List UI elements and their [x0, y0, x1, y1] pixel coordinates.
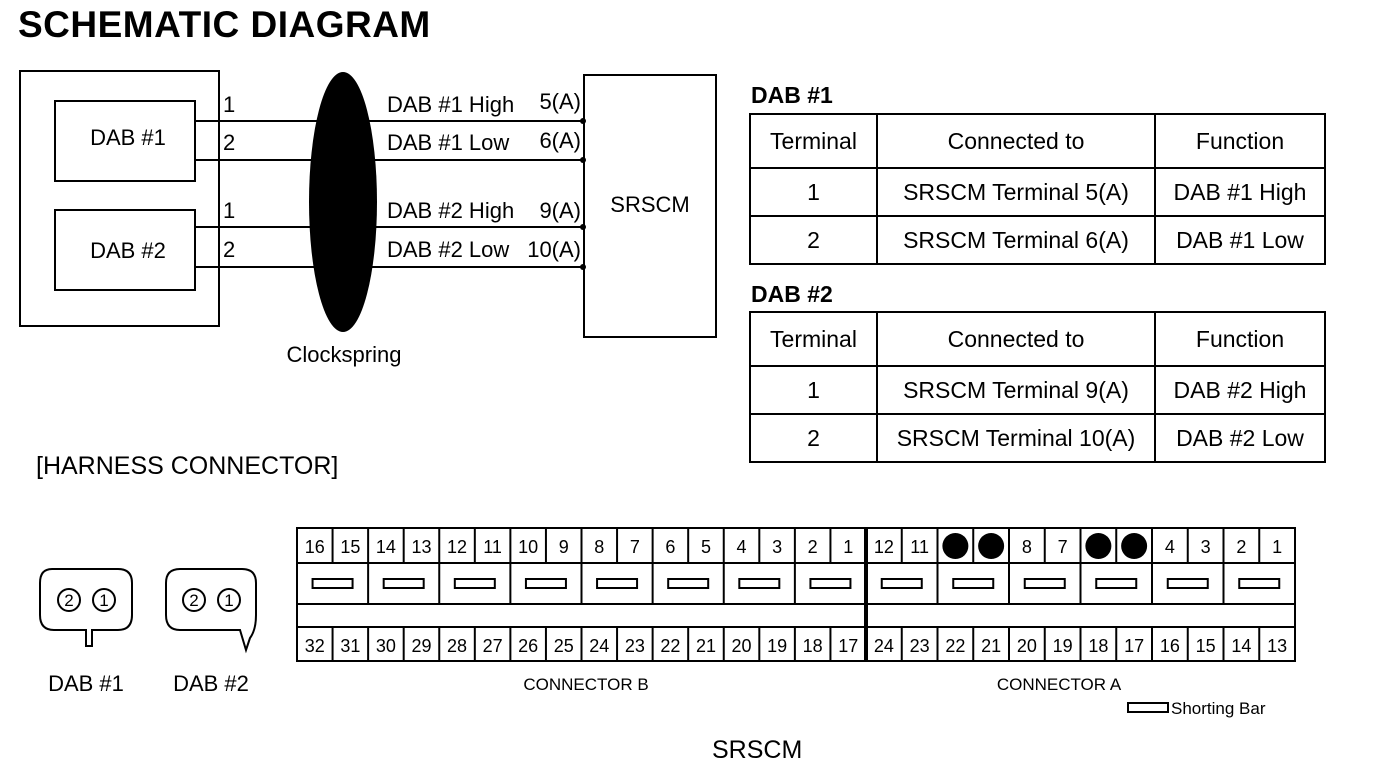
pin-number: 27	[482, 636, 503, 656]
table-row	[750, 366, 1325, 414]
pin-number: 26	[518, 636, 539, 656]
header-cell: Function	[1155, 114, 1325, 168]
wire-label-dab1-high: DAB #1 High	[387, 92, 515, 117]
pin-number: 25	[553, 636, 574, 656]
pin-number: 21	[981, 636, 1002, 656]
table-cell: DAB #2 High	[1155, 366, 1325, 414]
dab2-connector-face	[166, 569, 256, 650]
pin-number: 5	[700, 537, 711, 557]
pin-number: 4	[1164, 537, 1175, 557]
plugged-cavity	[1085, 533, 1111, 559]
pin-number: 11	[910, 537, 929, 557]
connector-b-label: CONNECTOR B	[523, 675, 649, 694]
dab-housing	[20, 71, 219, 326]
pin-number: 13	[1267, 636, 1288, 656]
pin-number: 20	[731, 636, 752, 656]
schematic-diagram	[0, 0, 760, 380]
dab2-face-pin-1: 1	[224, 591, 234, 610]
pin-number: 2	[1236, 537, 1247, 557]
pin-number: 22	[660, 636, 681, 656]
pin-number: 14	[375, 537, 396, 557]
srscm-label: SRSCM	[610, 192, 690, 217]
pin-number: 23	[909, 636, 930, 656]
dab2-module-label: DAB #2	[90, 238, 166, 263]
shorting-bar	[1168, 579, 1208, 588]
dab1-connector-face	[40, 569, 132, 646]
plugged-cavity	[942, 533, 968, 559]
pin-number: 8	[594, 537, 605, 557]
wire-label-dab2-low: DAB #2 Low	[387, 237, 510, 262]
shorting-bar	[597, 579, 637, 588]
pin-number: 15	[1195, 636, 1216, 656]
plugged-cavity	[1121, 533, 1147, 559]
pin-number: 17	[1124, 636, 1145, 656]
dab1-terminal-table	[749, 113, 1326, 265]
table-cell: 2	[750, 414, 877, 462]
shorting-bar-legend-label: Shorting Bar	[1171, 699, 1266, 718]
terminal-label-10a: 10(A)	[527, 237, 581, 262]
pin-number: 4	[736, 537, 747, 557]
harness-section-title: [HARNESS CONNECTOR]	[36, 452, 339, 480]
shorting-bar	[953, 579, 993, 588]
table-row	[750, 168, 1325, 216]
table-cell: DAB #2 Low	[1155, 414, 1325, 462]
pin-number: 19	[767, 636, 788, 656]
dab2-face-pin-2: 2	[189, 591, 199, 610]
shorting-bar	[810, 579, 850, 588]
pin-number: 32	[304, 636, 325, 656]
harness-connector-diagram	[0, 520, 1376, 730]
table-cell: 1	[750, 366, 877, 414]
pin-number: 11	[483, 537, 502, 557]
pin-number: 3	[772, 537, 783, 557]
table-row	[750, 216, 1325, 264]
shorting-bar	[313, 579, 353, 588]
pin-number: 13	[411, 537, 432, 557]
pin-number: 9	[558, 537, 569, 557]
shorting-bar	[739, 579, 779, 588]
table-header-row	[750, 114, 1325, 168]
wire-label-dab1-low: DAB #1 Low	[387, 130, 510, 155]
dab2-table-title: DAB #2	[751, 281, 833, 307]
pin-number: 23	[624, 636, 645, 656]
header-cell: Connected to	[877, 114, 1155, 168]
pin-number: 28	[447, 636, 468, 656]
pin-number: 2	[807, 537, 818, 557]
pin-number: 1	[843, 537, 854, 557]
shorting-bar	[526, 579, 566, 588]
pin-number: 16	[1159, 636, 1180, 656]
dab2-pin-1: 1	[223, 198, 236, 223]
header-cell: Terminal	[750, 114, 877, 168]
shorting-bar	[1096, 579, 1136, 588]
pin-number: 17	[838, 636, 859, 656]
table-cell: 2	[750, 216, 877, 264]
terminal-label-5a: 5(A)	[539, 89, 581, 114]
pin-number: 20	[1016, 636, 1037, 656]
table-cell: SRSCM Terminal 6(A)	[877, 216, 1155, 264]
pin-number: 24	[873, 636, 894, 656]
pin-number: 24	[589, 636, 610, 656]
table-cell: SRSCM Terminal 9(A)	[877, 366, 1155, 414]
dab1-pin-2: 2	[223, 130, 236, 155]
pin-number: 7	[1057, 537, 1068, 557]
dab1-pin-1: 1	[223, 92, 236, 117]
pin-number: 15	[340, 537, 361, 557]
table-header-row	[750, 312, 1325, 366]
header-cell: Connected to	[877, 312, 1155, 366]
table-cell: DAB #1 Low	[1155, 216, 1325, 264]
connector-a-label: CONNECTOR A	[996, 675, 1122, 694]
pin-number: 31	[340, 636, 361, 656]
pin-number: 21	[695, 636, 716, 656]
wire-label-dab2-high: DAB #2 High	[387, 198, 515, 223]
terminal-label-6a: 6(A)	[539, 128, 581, 153]
shorting-bar	[882, 579, 922, 588]
pin-number: 12	[873, 537, 894, 557]
terminal-label-9a: 9(A)	[539, 198, 581, 223]
table-cell: DAB #1 High	[1155, 168, 1325, 216]
dab2-connector-label: DAB #2	[173, 671, 249, 696]
table-row	[750, 414, 1325, 462]
dab1-face-pin-1: 1	[99, 591, 109, 610]
plugged-cavity	[978, 533, 1004, 559]
pin-number: 18	[1088, 636, 1109, 656]
pin-number: 1	[1272, 537, 1283, 557]
pin-number: 8	[1021, 537, 1032, 557]
connector-pin-grid	[305, 528, 1287, 661]
pin-number: 7	[629, 537, 640, 557]
shorting-bar	[668, 579, 708, 588]
pin-number: 12	[447, 537, 468, 557]
dab1-table-title: DAB #1	[751, 82, 833, 108]
dab2-pin-2: 2	[223, 237, 236, 262]
table-cell: SRSCM Terminal 5(A)	[877, 168, 1155, 216]
srscm-connector-title: SRSCM	[712, 736, 803, 764]
clockspring-label: Clockspring	[286, 342, 402, 367]
pin-number: 16	[304, 537, 325, 557]
pin-number: 3	[1200, 537, 1211, 557]
pin-number: 19	[1052, 636, 1073, 656]
dab2-terminal-table	[749, 311, 1326, 463]
pin-number: 29	[411, 636, 432, 656]
clockspring-shape	[309, 72, 377, 332]
pin-number: 10	[518, 537, 539, 557]
shorting-bar	[455, 579, 495, 588]
table-cell: SRSCM Terminal 10(A)	[877, 414, 1155, 462]
shorting-bar	[1025, 579, 1065, 588]
page-title: SCHEMATIC DIAGRAM	[18, 4, 431, 45]
pin-number: 6	[665, 537, 676, 557]
table-cell: 1	[750, 168, 877, 216]
dab1-module-label: DAB #1	[90, 125, 166, 150]
shorting-bar	[1239, 579, 1279, 588]
dab1-face-pin-2: 2	[64, 591, 74, 610]
pin-number: 30	[375, 636, 396, 656]
shorting-bar	[384, 579, 424, 588]
header-cell: Function	[1155, 312, 1325, 366]
pin-number: 22	[945, 636, 966, 656]
shorting-bar-legend-icon	[1128, 703, 1168, 712]
pin-number: 18	[802, 636, 823, 656]
pin-number: 14	[1231, 636, 1252, 656]
dab1-connector-label: DAB #1	[48, 671, 124, 696]
header-cell: Terminal	[750, 312, 877, 366]
